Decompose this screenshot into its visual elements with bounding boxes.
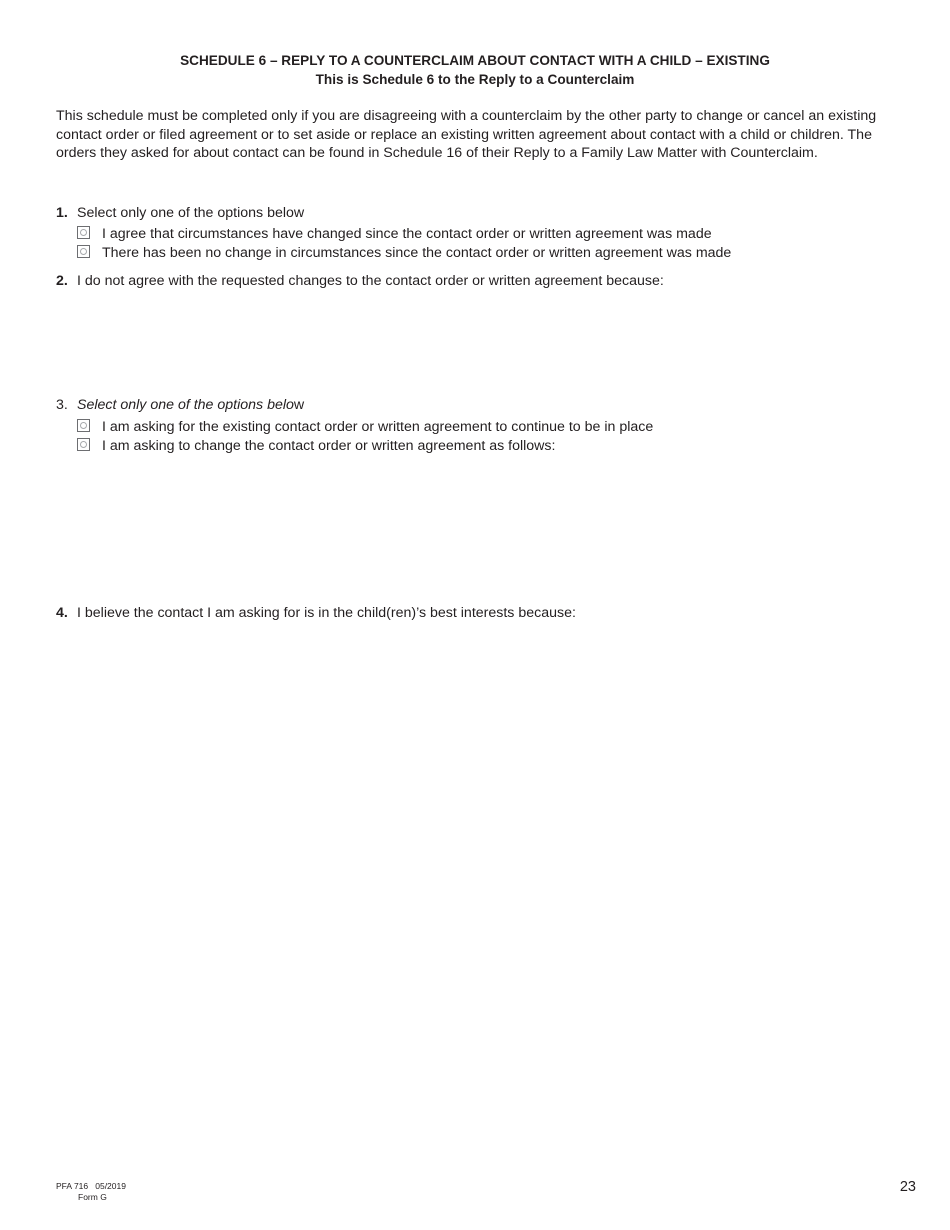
question-3-text-tail: w <box>293 397 305 413</box>
question-1-number: 1. <box>56 205 68 221</box>
question-4-number: 4. <box>56 605 68 621</box>
question-1-option-1-label: I agree that circumstances have changed since the contact order or written agreement was made <box>102 226 712 242</box>
checkbox-q1-option-1[interactable] <box>77 226 90 239</box>
schedule-subtitle: This is Schedule 6 to the Reply to a Counterclaim <box>315 72 635 87</box>
question-4-text: I believe the contact I am asking for is in the child(ren)’s best interests because: <box>77 605 576 621</box>
question-4 <box>56 604 576 622</box>
question-2 <box>56 272 664 290</box>
question-3-option-1-label: I am asking for the existing contact order or written agreement to continue to be in place <box>102 419 654 435</box>
question-3-option-2[interactable] <box>77 437 555 455</box>
checkbox-q3-option-2[interactable] <box>77 438 90 451</box>
question-3-option-1[interactable] <box>77 418 653 436</box>
schedule-title: SCHEDULE 6 – REPLY TO A COUNTERCLAIM ABOUT CONTACT WITH A CHILD – EXISTING <box>180 53 770 68</box>
question-3-text: Select only one of the options belo <box>77 397 294 413</box>
question-2-number: 2. <box>56 273 68 289</box>
footer-form-name: Form G <box>78 1192 107 1202</box>
checkbox-q3-option-1[interactable] <box>77 419 90 432</box>
question-3-number: 3. <box>56 397 68 413</box>
question-3-option-2-label: I am asking to change the contact order or written agreement as follows: <box>102 438 556 454</box>
question-1-text: Select only one of the options below <box>77 205 305 221</box>
question-1-option-2[interactable] <box>77 244 731 262</box>
footer-form-code: PFA 716 <box>56 1181 89 1191</box>
footer-form-date: 05/2019 <box>95 1181 126 1191</box>
question-3 <box>56 396 304 414</box>
question-2-text: I do not agree with the requested changes to the contact order or written agreement because: <box>77 273 664 289</box>
intro-paragraph: This schedule must be completed only if you are disagreeing with a counterclaim by the other party to change or cancel an existing contact order or filed agreement or to set aside or replace an existing written agreement about contact with a child or children. The orders they asked for about contact can be found in Schedule 16 of their Reply to a Family Law Matter with Counterclaim. <box>56 108 877 161</box>
checkbox-q1-option-2[interactable] <box>77 245 90 258</box>
page-number: 23 <box>899 1179 916 1195</box>
question-1-option-1[interactable] <box>77 225 712 243</box>
question-1 <box>56 204 304 222</box>
footer-form-code-row <box>56 1181 126 1192</box>
question-1-option-2-label: There has been no change in circumstances since the contact order or written agreement was made <box>102 245 732 261</box>
footer-form-info <box>56 1181 126 1203</box>
